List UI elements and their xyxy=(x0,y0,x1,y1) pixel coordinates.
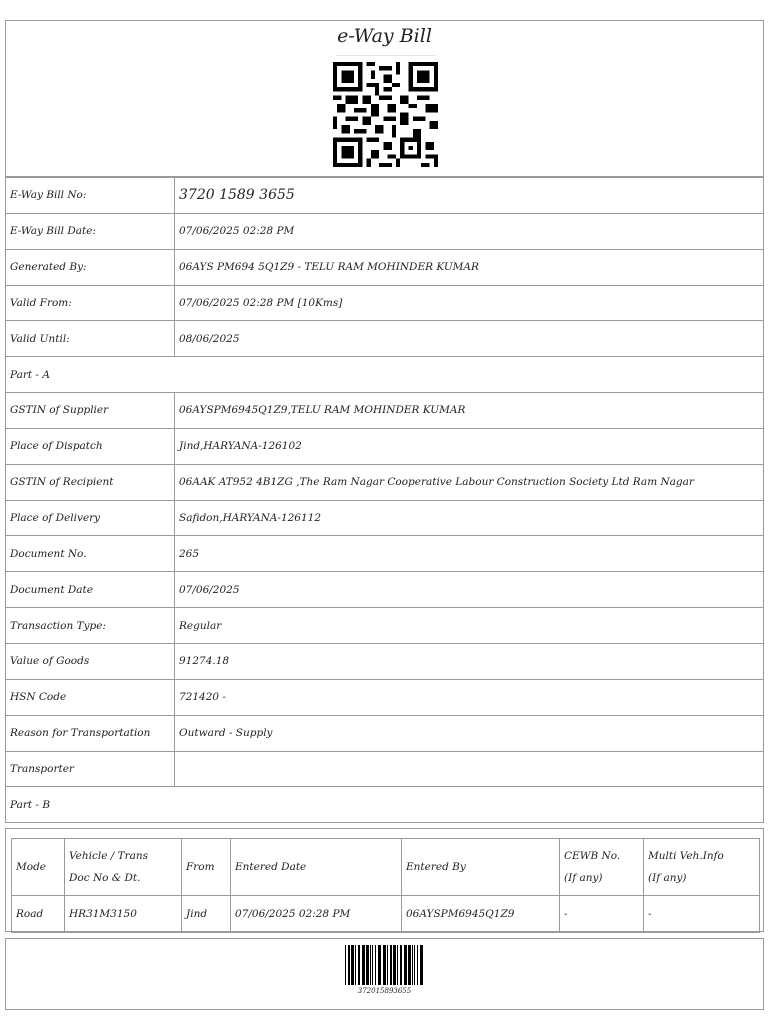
vehicle-cell: Road xyxy=(12,896,65,933)
info-row xyxy=(6,393,764,429)
vehicle-table-header-row xyxy=(12,839,760,896)
field-label: Reason for Transportation xyxy=(6,715,175,751)
info-row xyxy=(6,572,764,608)
header-line-2: Doc No & Dt. xyxy=(69,872,141,884)
barcode-bar xyxy=(362,945,365,985)
header-line-1: Entered Date xyxy=(235,861,307,873)
field-label: Transaction Type: xyxy=(6,608,175,644)
barcode-bar xyxy=(358,945,360,985)
info-row xyxy=(6,536,764,572)
vehicle-header-cell xyxy=(644,839,760,896)
header-line-2: (If any) xyxy=(648,872,687,884)
barcode-bar xyxy=(375,945,376,985)
field-value: 721420 - xyxy=(175,679,764,715)
field-label: Document Date xyxy=(6,572,175,608)
vehicle-cell: - xyxy=(644,896,760,933)
info-row xyxy=(6,643,764,679)
vehicle-table xyxy=(11,838,760,933)
header-line-1: Entered By xyxy=(406,861,466,873)
barcode-bar xyxy=(397,945,398,985)
header-line-1: Mode xyxy=(16,861,47,873)
barcode-bar xyxy=(383,945,386,985)
vehicle-cell: HR31M3150 xyxy=(65,896,182,933)
vehicle-cell: 06AYSPM6945Q1Z9 xyxy=(402,896,560,933)
barcode-bar xyxy=(408,945,411,985)
barcode-bar xyxy=(390,945,392,985)
bill-info-table xyxy=(5,177,764,823)
vehicle-header-cell xyxy=(402,839,560,896)
field-value xyxy=(175,751,764,787)
section-row xyxy=(6,357,764,393)
barcode-bar xyxy=(345,945,346,985)
barcode-bar xyxy=(378,945,381,985)
field-label: Document No. xyxy=(6,536,175,572)
barcode-bar xyxy=(372,945,373,985)
header-line-1: From xyxy=(186,861,215,873)
qr-code xyxy=(333,61,438,168)
bill-header xyxy=(5,20,764,177)
header-line-1: CEWB No. xyxy=(564,850,621,862)
field-value: 06AYSPM6945Q1Z9,TELU RAM MOHINDER KUMAR xyxy=(175,393,764,429)
info-row xyxy=(6,608,764,644)
part-b-box xyxy=(5,828,764,932)
field-label: Place of Delivery xyxy=(6,500,175,536)
barcode-bar xyxy=(404,945,407,985)
field-label: GSTIN of Recipient xyxy=(6,464,175,500)
info-row xyxy=(6,428,764,464)
field-value: 91274.18 xyxy=(175,643,764,679)
barcode-bar xyxy=(412,945,413,985)
vehicle-header-cell xyxy=(560,839,644,896)
barcode-bar xyxy=(351,945,354,985)
field-label: E-Way Bill No: xyxy=(6,178,175,214)
field-value: 07/06/2025 02:28 PM [10Kms] xyxy=(175,285,764,321)
barcode-box xyxy=(5,938,764,1010)
field-value: 07/06/2025 xyxy=(175,572,764,608)
info-row xyxy=(6,715,764,751)
field-value: 3720 1589 3655 xyxy=(175,178,764,214)
field-label: HSN Code xyxy=(6,679,175,715)
eway-bill-sheet xyxy=(5,20,764,1010)
barcode-bar xyxy=(348,945,350,985)
section-row xyxy=(6,787,764,823)
info-row xyxy=(6,285,764,321)
barcode-bar xyxy=(420,945,423,985)
field-value: 08/06/2025 xyxy=(175,321,764,357)
section-title: Part - B xyxy=(6,787,764,823)
info-row xyxy=(6,249,764,285)
info-row xyxy=(6,500,764,536)
field-value: Jind,HARYANA-126102 xyxy=(175,428,764,464)
field-value: 06AAK AT952 4B1ZG ,The Ram Nagar Cooperative Labour Construction Society Ltd Ram Nagar xyxy=(175,464,764,500)
field-value: Outward - Supply xyxy=(175,715,764,751)
info-row xyxy=(6,178,764,214)
header-line-1: Vehicle / Trans xyxy=(69,850,149,862)
vehicle-header-cell xyxy=(65,839,182,896)
field-label: Transporter xyxy=(6,751,175,787)
vehicle-cell: - xyxy=(560,896,644,933)
field-value: Regular xyxy=(175,608,764,644)
barcode-bar xyxy=(370,945,371,985)
field-label: Generated By: xyxy=(6,249,175,285)
barcode-bar xyxy=(400,945,402,985)
section-title: Part - A xyxy=(6,357,764,393)
vehicle-header-cell xyxy=(231,839,402,896)
vehicle-cell: 07/06/2025 02:28 PM xyxy=(231,896,402,933)
vehicle-header-cell xyxy=(12,839,65,896)
bill-title: e-Way Bill xyxy=(337,25,432,47)
info-row xyxy=(6,213,764,249)
field-label: GSTIN of Supplier xyxy=(6,393,175,429)
title-divider xyxy=(336,55,436,56)
info-row xyxy=(6,679,764,715)
barcode-bar xyxy=(387,945,388,985)
field-value: 07/06/2025 02:28 PM xyxy=(175,213,764,249)
info-row xyxy=(6,464,764,500)
field-value: 06AYS PM694 5Q1Z9 - TELU RAM MOHINDER KUMAR xyxy=(175,249,764,285)
barcode-bar xyxy=(355,945,356,985)
barcode xyxy=(345,945,425,985)
field-label: Valid From: xyxy=(6,285,175,321)
field-label: E-Way Bill Date: xyxy=(6,213,175,249)
vehicle-header-cell xyxy=(182,839,231,896)
field-value: 265 xyxy=(175,536,764,572)
barcode-bar xyxy=(366,945,369,985)
barcode-bar xyxy=(417,945,418,985)
info-row xyxy=(6,321,764,357)
vehicle-cell: Jind xyxy=(182,896,231,933)
info-row xyxy=(6,751,764,787)
barcode-bar xyxy=(414,945,415,985)
field-label: Place of Dispatch xyxy=(6,428,175,464)
barcode-bar xyxy=(393,945,396,985)
field-label: Value of Goods xyxy=(6,643,175,679)
header-line-1: Multi Veh.Info xyxy=(648,850,724,862)
barcode-number: 372015893655 xyxy=(357,987,412,995)
field-value: Safidon,HARYANA-126112 xyxy=(175,500,764,536)
vehicle-table-row xyxy=(12,896,760,933)
field-label: Valid Until: xyxy=(6,321,175,357)
header-line-2: (If any) xyxy=(564,872,603,884)
